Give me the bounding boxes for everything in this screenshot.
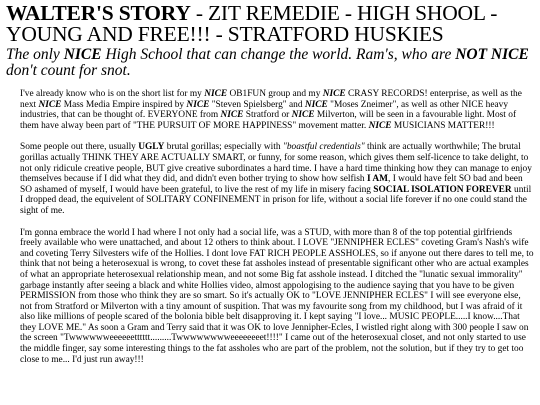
nice-emphasis: NICE: [204, 89, 228, 99]
text-run: until I dropped dead, the equivelent of SOLITARY CONFINEMENT in prison for life, without a social life forever if no one could stand the sight of me.: [20, 184, 532, 216]
tagline-emphasis: NICE: [63, 46, 102, 63]
nice-emphasis: NICE: [38, 99, 62, 110]
text-run: CRASY RECORDS! enterprise, as well as the next: [20, 89, 522, 110]
text-run: Mass Media Empire inspired by: [61, 99, 187, 110]
nice-emphasis: NICE: [304, 99, 328, 110]
text-run: "Moses Zneimer", as well as other NICE heavy industries, that can be thought of. EVERYONE from: [20, 99, 509, 121]
tagline-text: don't count for snot.: [6, 62, 131, 79]
page-title: [6, 3, 534, 45]
paragraph-3: I'm gonna embrace the world I had where I not only had a social life, was a STUD, with more than 8 of the top potential girlfriends freely available who were unattached, and about 12 others to think about. I LOVE "JENNIPHER ECLES" coveting Gram's Nash's wife and coveting Terry Silvesters wife of the Hollies. I dont love FAT RICH PEOPLE ASSHOLES, so if anyone out there dares to tell me, to think that not being a heterosexual is wrong, to covet these fat assholes instead of presentable significant other who are actual examples of what an appropriate heterosexual relationship mean, and not some Big fat asshole instead. I ditched the "lunatic sexual immorality" garbage instantly after seeing a black and white Hollies video, almost appologising to the audience saying that you have to be given PERMISSION from those who think they are so smart. So it's actually OK to "LOVE JENNIPHER ECLES" I will see everyone else, not from Stratford or Milverton with a tiny amount of suspition. That was my favourite song from my childhood, but I was afraid of it also like millions of people scared of the bolonia bible belt disapproving it. I kept saying "I love... MUSIC PEOPLE.....I know....That they LOVE ME." As soon a Gram and Terry said that it was OK to love Jennipher-Ecles, I wistled right along with 300 people I saw on the screen "Twwwwwweeeeeetttttt.........Twwwwwwwweeeeeeeet!!!!" I came out of the heterosexual closet, and not only started to use the middle finger, say some interesting things to the fat assholes who are part of the problem, not the solution, but if they try to get too close to me... I'd just run away!!!: [20, 227, 534, 365]
paragraph-1: [20, 89, 534, 131]
nice-emphasis: NICE: [291, 110, 315, 121]
page-title-rest: - ZIT REMEDIE - HIGH SHOOL - YOUNG AND FREE!!! - STRATFORD HUSKIES: [6, 1, 498, 46]
nice-emphasis: NICE: [322, 89, 346, 99]
text-run: OB1FUN group and my: [227, 89, 323, 99]
tagline-text: The only: [6, 46, 64, 63]
text-run: , I would have felt SO bad and been SO ashamed of myself, I would have been grateful, to live the rest of my life in misery facing: [20, 174, 523, 195]
nice-emphasis: NICE: [368, 120, 392, 131]
tagline-emphasis: NOT NICE: [455, 46, 529, 63]
nice-emphasis: NICE: [220, 110, 244, 121]
nice-emphasis: NICE: [186, 99, 210, 110]
paragraph-2: [20, 142, 534, 216]
text-run: brutal gorillas; especially with: [164, 142, 283, 153]
tagline-text: High School that can change the world. Ram's, who are: [101, 46, 456, 63]
text-run: Milverton, will be seen in a favourable light. Most of them have alway been part of "THE PURSUIT OF MORE HAPPINESS" movement matter.: [20, 110, 517, 131]
text-run: think are actually worthwhile; The brutal gorillas actually THINK THEY ARE ACTUALLY SMART, or funny, for some reason, which gives them self-licence to take delight, to not only ridicule creative people, BUT give creative subordinates a hard time. I have a hard time thinking how they can manage to enjoy themselves because if I did what they did, and didn't even bother trying to show how selfish: [20, 142, 532, 185]
text-run: Stratford or: [243, 110, 292, 121]
text-run: MUSICIANS MATTER!!!: [391, 120, 495, 131]
story-body: [20, 89, 534, 365]
tagline: [6, 47, 534, 79]
bold-emphasis: SOCIAL ISOLATION FOREVER: [373, 184, 512, 195]
page-title-bold: WALTER'S STORY: [6, 1, 191, 25]
text-run: Some people out there, usually: [20, 142, 139, 153]
text-run: "Steven Spielsberg" and: [209, 99, 305, 110]
text-run: I've already know who is on the short list for my: [20, 89, 205, 99]
bold-emphasis: I AM: [366, 174, 389, 185]
bold-emphasis: UGLY: [138, 142, 165, 153]
italic-emphasis: "boastful credentials": [282, 142, 365, 153]
